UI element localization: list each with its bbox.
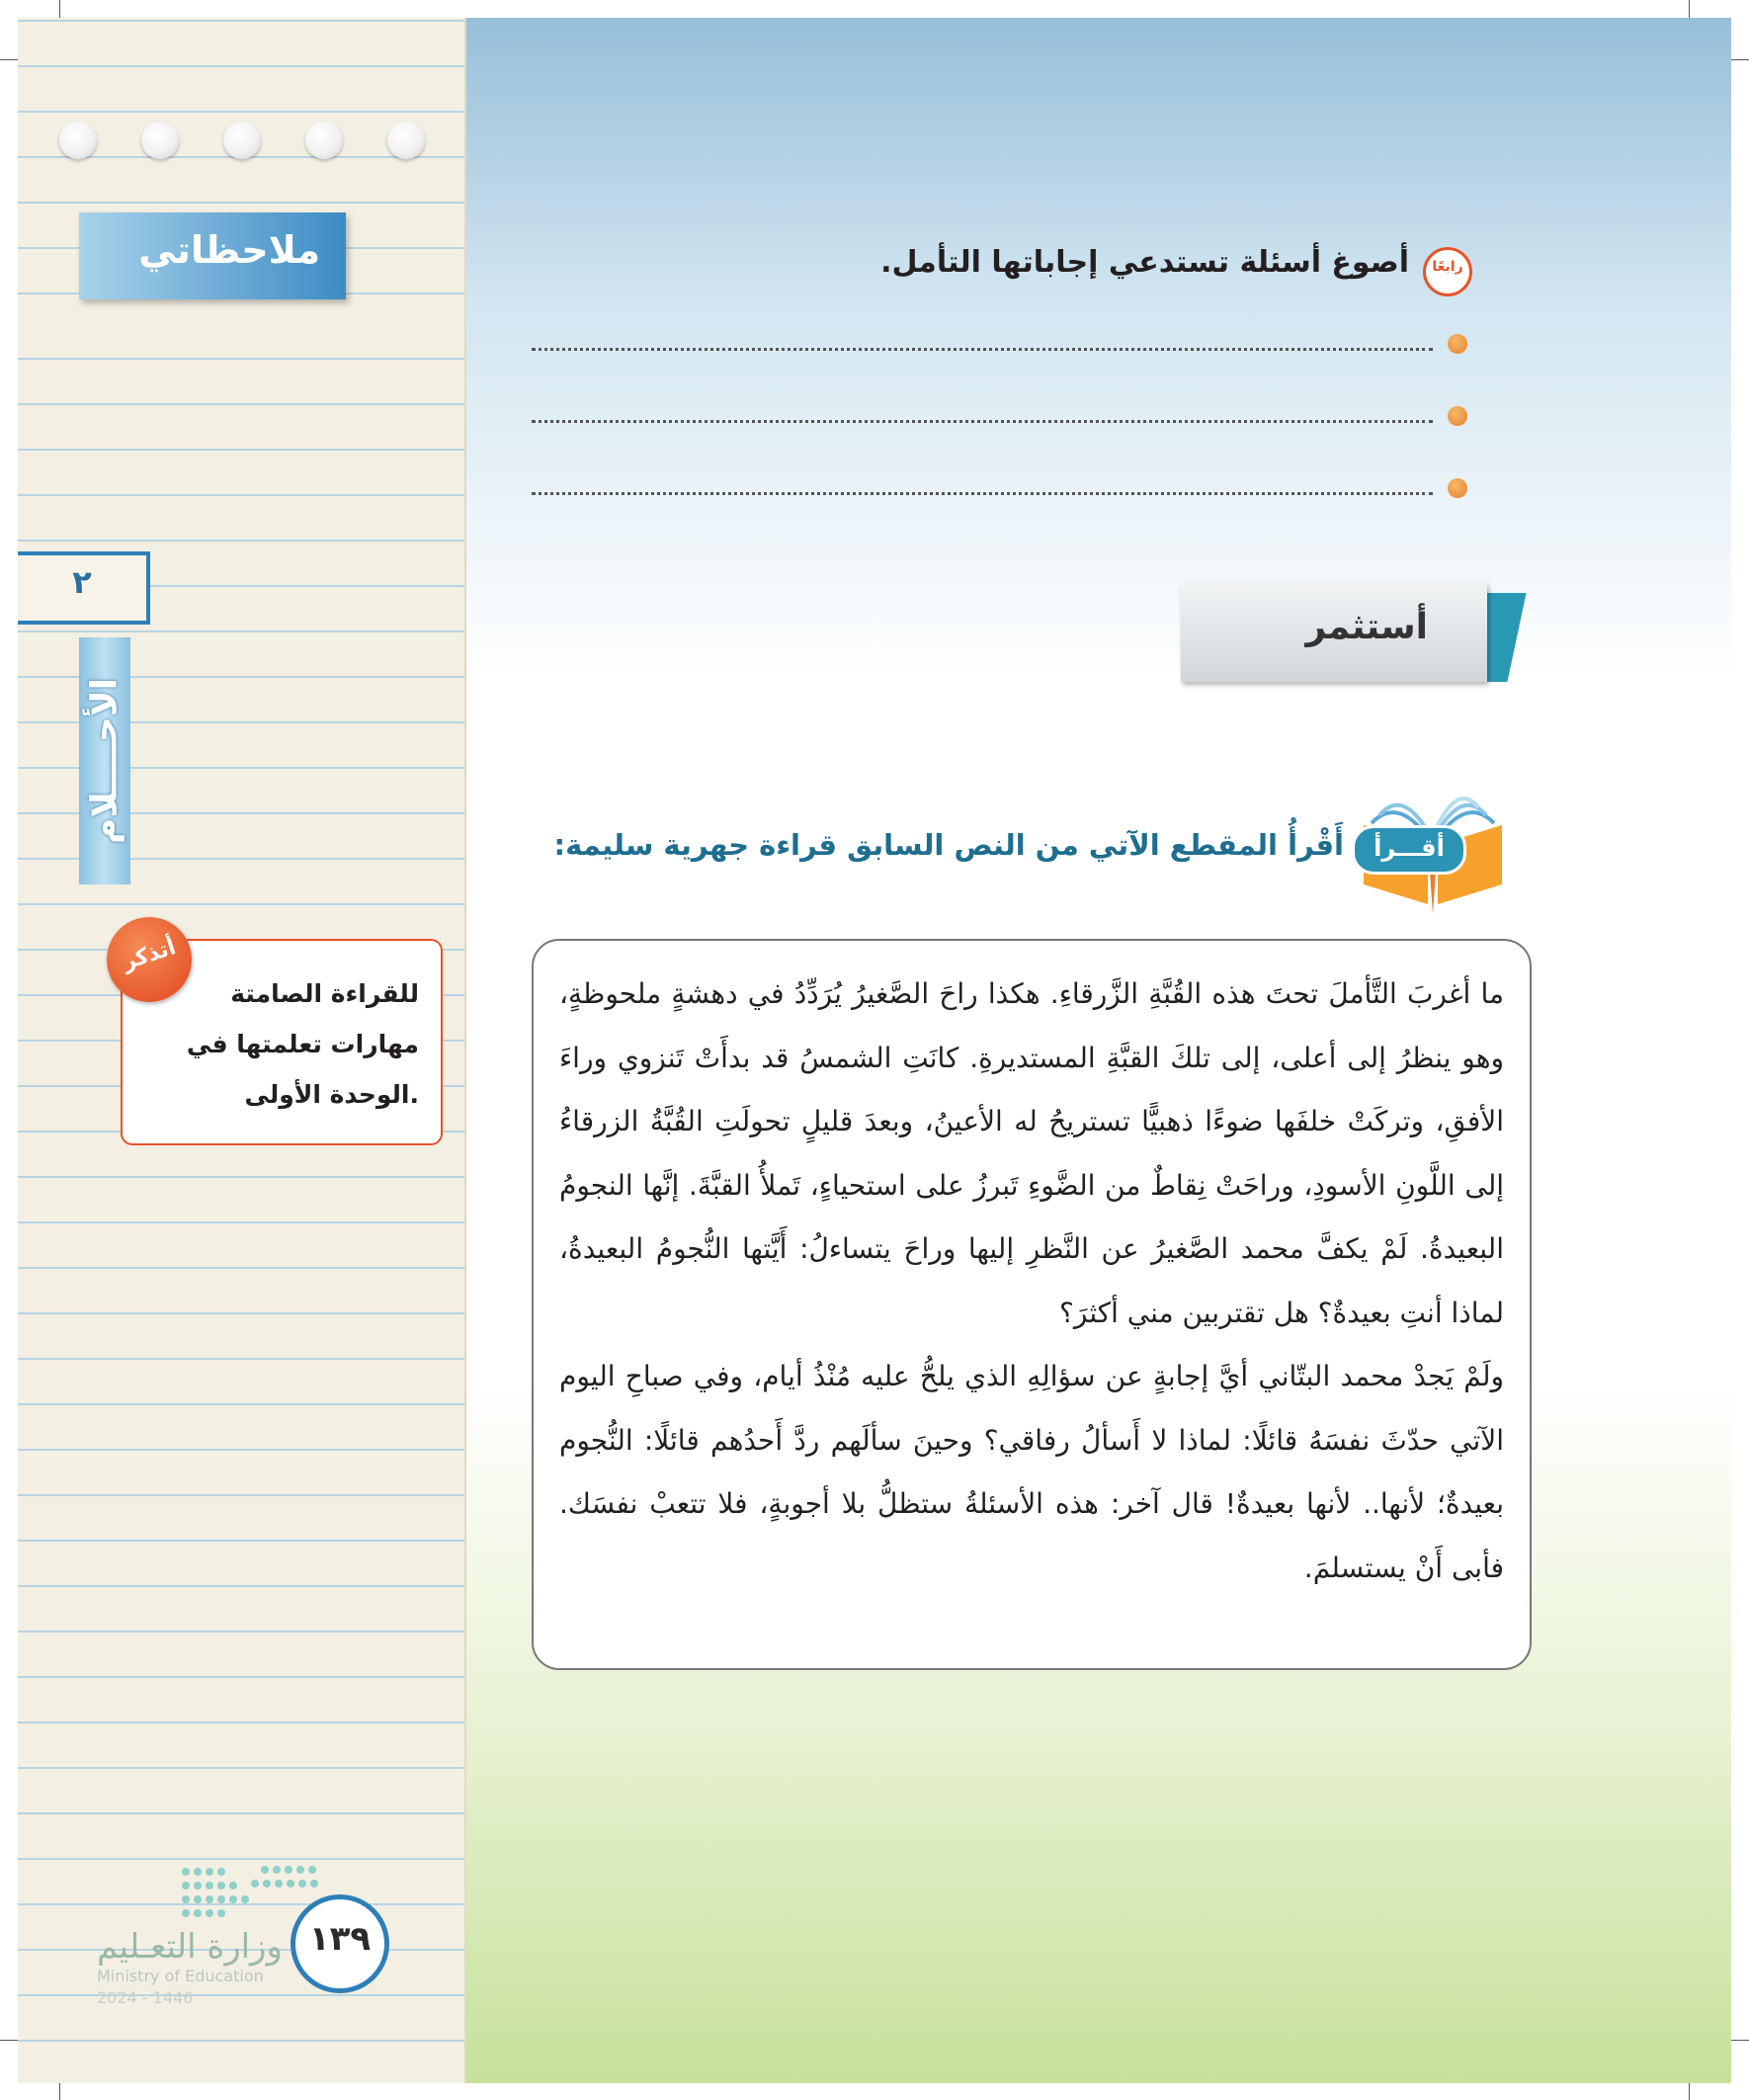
unit-number: ٢ xyxy=(72,563,92,601)
bullet-icon xyxy=(1448,478,1467,498)
reading-passage-box xyxy=(532,939,1532,1670)
passage-paragraph-2: ولَمْ يَجدْ محمد البتّاني أيَّ إجابةٍ عن سؤالِهِ الذي يلحُّ عليه مُنْذُ أيام، وفي صباحِ اليوم الآتي حدّثَ نفسَهُ قائلًا: لماذا لا أَسألُ رفاقي؟ وحينَ سألَهم ردَّ أَحدُهم قائلًا: النُّجوم بعيدةٌ؛ لأنها.. لأنها بعيدةٌ! قال آخر: هذه الأسئلةُ ستظلُّ بلا أجوبةٍ، فلا تتعبْ نفسَك. فأبى أَنْ يستسلمَ. xyxy=(559,1360,1504,1584)
read-label xyxy=(1352,825,1466,875)
binder-hole-icon xyxy=(223,122,261,159)
section-banner-front xyxy=(1181,583,1487,682)
question-number-icon xyxy=(1423,247,1472,296)
unit-number-box xyxy=(18,551,150,625)
binder-hole-icon xyxy=(59,122,97,159)
passage-paragraph-1: ما أغربَ التَّأملَ تحتَ هذه القُبَّةِ الزَّرقاءِ. هكذا راحَ الصَّغيرُ يُرَدِّدُ في دهشةٍ ملحوظةٍ، وهو ينظرُ إلى أعلى، إلى تلكَ القبَّةِ المستديرةِ. كانَتِ الشمسُ قد بدأَتْ تَنزوي وراءَ الأفقِ، وتركَتْ خلفَها ضوءًا ذهبيًّا تستريحُ له الأعينُ، وبعدَ قليلٍ تحولَتِ القُبَّةُ الزرقاءُ إلى اللَّونِ الأسودِ، وراحَتْ نِقاطٌ من الضَّوءِ تَبرزُ على استحياءٍ، تَملأُ القبَّةَ. إنَّها النجومُ البعيدةُ. لَمْ يكفَّ محمد الصَّغيرُ عن النَّظرِ إليها وراحَ يتساءلُ: أَيَّتها النُّجومُ البعيدةُ، لماذا أنتِ بعيدةٌ؟ هل تقتربين مني أكثرَ؟ xyxy=(559,977,1504,1329)
bullet-icon xyxy=(1448,334,1467,354)
remember-badge xyxy=(107,917,192,1002)
binder-hole-icon xyxy=(141,122,179,159)
answer-line-2[interactable] xyxy=(532,420,1433,423)
remember-badge-label: أتذكر xyxy=(119,935,180,975)
notes-title: ملاحظاتي xyxy=(138,228,320,272)
read-label-text: أقـــرأ xyxy=(1374,834,1445,862)
question-title: أصوغ أسئلة تستدعي إجاباتها التأمل. xyxy=(880,245,1409,280)
notes-tab xyxy=(79,212,346,299)
remember-text: للقراءة الصامتة مهارات تعلمتها في الوحدة الأولى. xyxy=(186,979,419,1109)
ministry-year: 2024 - 1446 xyxy=(97,1988,194,2007)
binder-holes xyxy=(47,122,443,161)
unit-title-ribbon xyxy=(79,637,130,884)
section-banner xyxy=(1181,583,1522,692)
ministry-name-ar: وزارة التعـليم xyxy=(97,1927,283,1967)
answer-line-1[interactable] xyxy=(532,348,1433,351)
question-number: رابعًا xyxy=(1432,259,1463,275)
unit-title: الأحــــلام xyxy=(84,677,125,845)
binder-hole-icon xyxy=(305,122,343,159)
section-title: أستثمر xyxy=(1305,607,1428,647)
ministry-name-en: Ministry of Education xyxy=(97,1967,264,1985)
page-number: ١٣٩ xyxy=(308,1919,372,1959)
binder-hole-icon xyxy=(387,122,425,159)
bullet-icon xyxy=(1448,406,1467,426)
page-number-badge xyxy=(291,1894,389,1993)
reading-instruction: أَقْرأُ المقطع الآتي من النص السابق قراءة جهرية سليمة: xyxy=(553,828,1344,862)
answer-line-3[interactable] xyxy=(532,492,1433,495)
